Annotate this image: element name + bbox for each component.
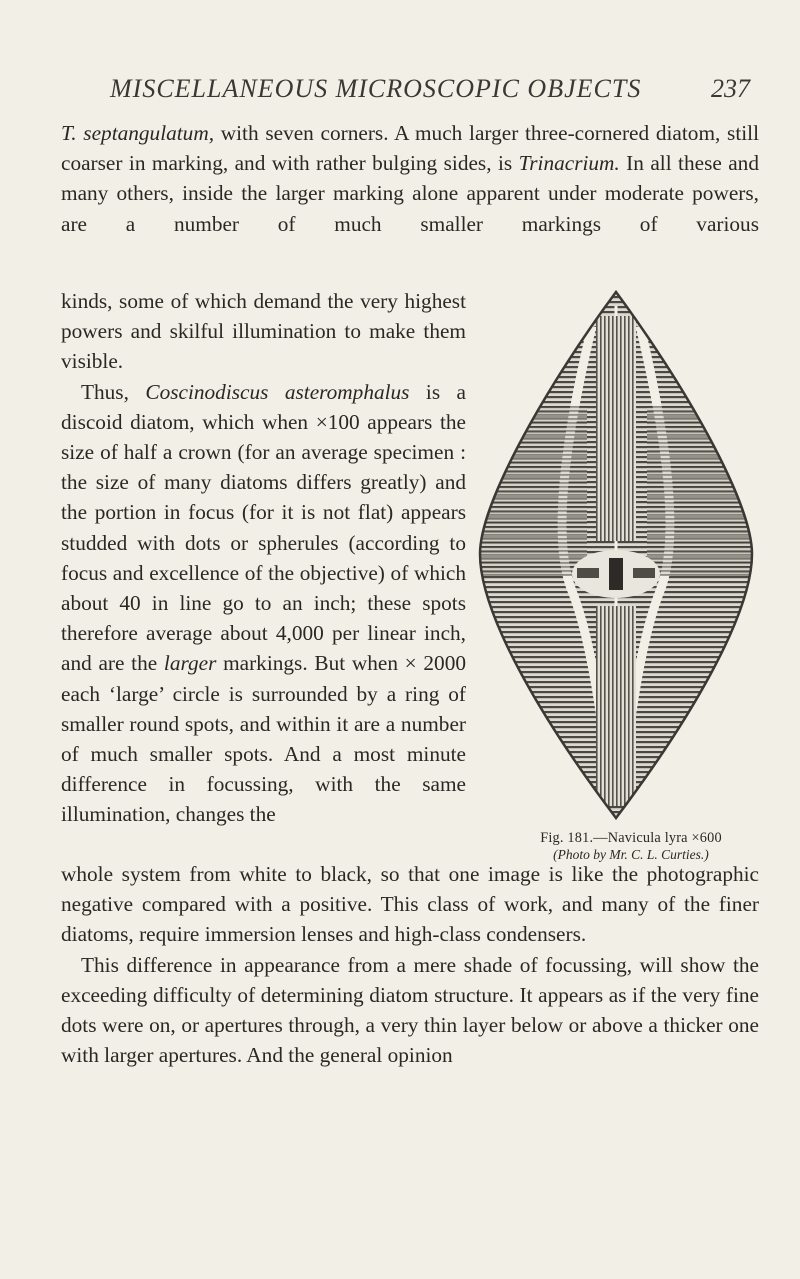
- wrapped-text-column: [61, 286, 466, 830]
- paragraph-text: markings. But when × 2000 each ‘large’ circle is surrounded by a ring of smaller round spots, and within it are a number of much smaller spots. And a most minute difference in focussing, with the same illumination, changes the: [61, 651, 466, 827]
- page-number: 237: [711, 74, 750, 103]
- species-name-septangulatum: T. septangulatum,: [61, 121, 215, 145]
- photo-credit: (Photo by Mr. C. L. Curties.): [553, 847, 709, 862]
- paragraph-text: is a discoid diatom, which when ×100 appears the size of half a crown (for an average specimen : the size of many diatoms differs greatly) and the portion in focus (for it is not flat) appears studded with dots or spherules (according to focus and excellence of the objective) of which about 40 in line go to an inch; these spots therefore average about 4,000 per linear inch, and are the: [61, 379, 467, 676]
- paragraph-text: In all these and many others, inside the larger marking alone apparent under moderate powers, are a number of much smaller markings of various: [61, 151, 759, 236]
- diatom-illustration: [472, 286, 760, 826]
- species-name-trinacrium: Trinacrium.: [518, 151, 620, 176]
- paragraph-continuation-bottom: whole system from white to black, so that one image is like the photographic negative compared with a positive. This class of work, and many of the finer diatoms, require immersion lenses and high-class condensers.: [61, 862, 759, 947]
- valve-body: [472, 286, 760, 826]
- species-name-coscinodiscus: Coscinodiscus asteromphalus: [145, 379, 410, 404]
- paragraph-text: Thus,: [81, 379, 146, 404]
- paragraph-coscinodiscus: [61, 377, 466, 830]
- running-title: MISCELLANEOUS MICROSCOPIC OBJECTS: [110, 74, 642, 103]
- bottom-text-block: [61, 859, 759, 1070]
- page-header: [110, 74, 750, 114]
- figure-label: Fig. 181.—Navicula lyra ×600: [540, 830, 722, 846]
- paragraph-trinacrium: [61, 118, 759, 239]
- paragraph-focussing: This difference in appearance from a mere shade of focussing, will show the exceeding difficulty of determining diatom structure. It appears as if the very fine dots were on, or apertures through, a very thin layer below or above a thicker one with larger apertures. And the general opinion: [61, 952, 759, 1068]
- paragraph-text: with seven corners. A much larger three-cornered diatom, still coarser in marking, and with rather bulging sides, is: [61, 121, 760, 176]
- paragraph-continuation: kinds, some of which demand the very highest powers and skilful illumination to make them visible.: [61, 289, 466, 374]
- emphasis-larger: larger: [163, 651, 217, 676]
